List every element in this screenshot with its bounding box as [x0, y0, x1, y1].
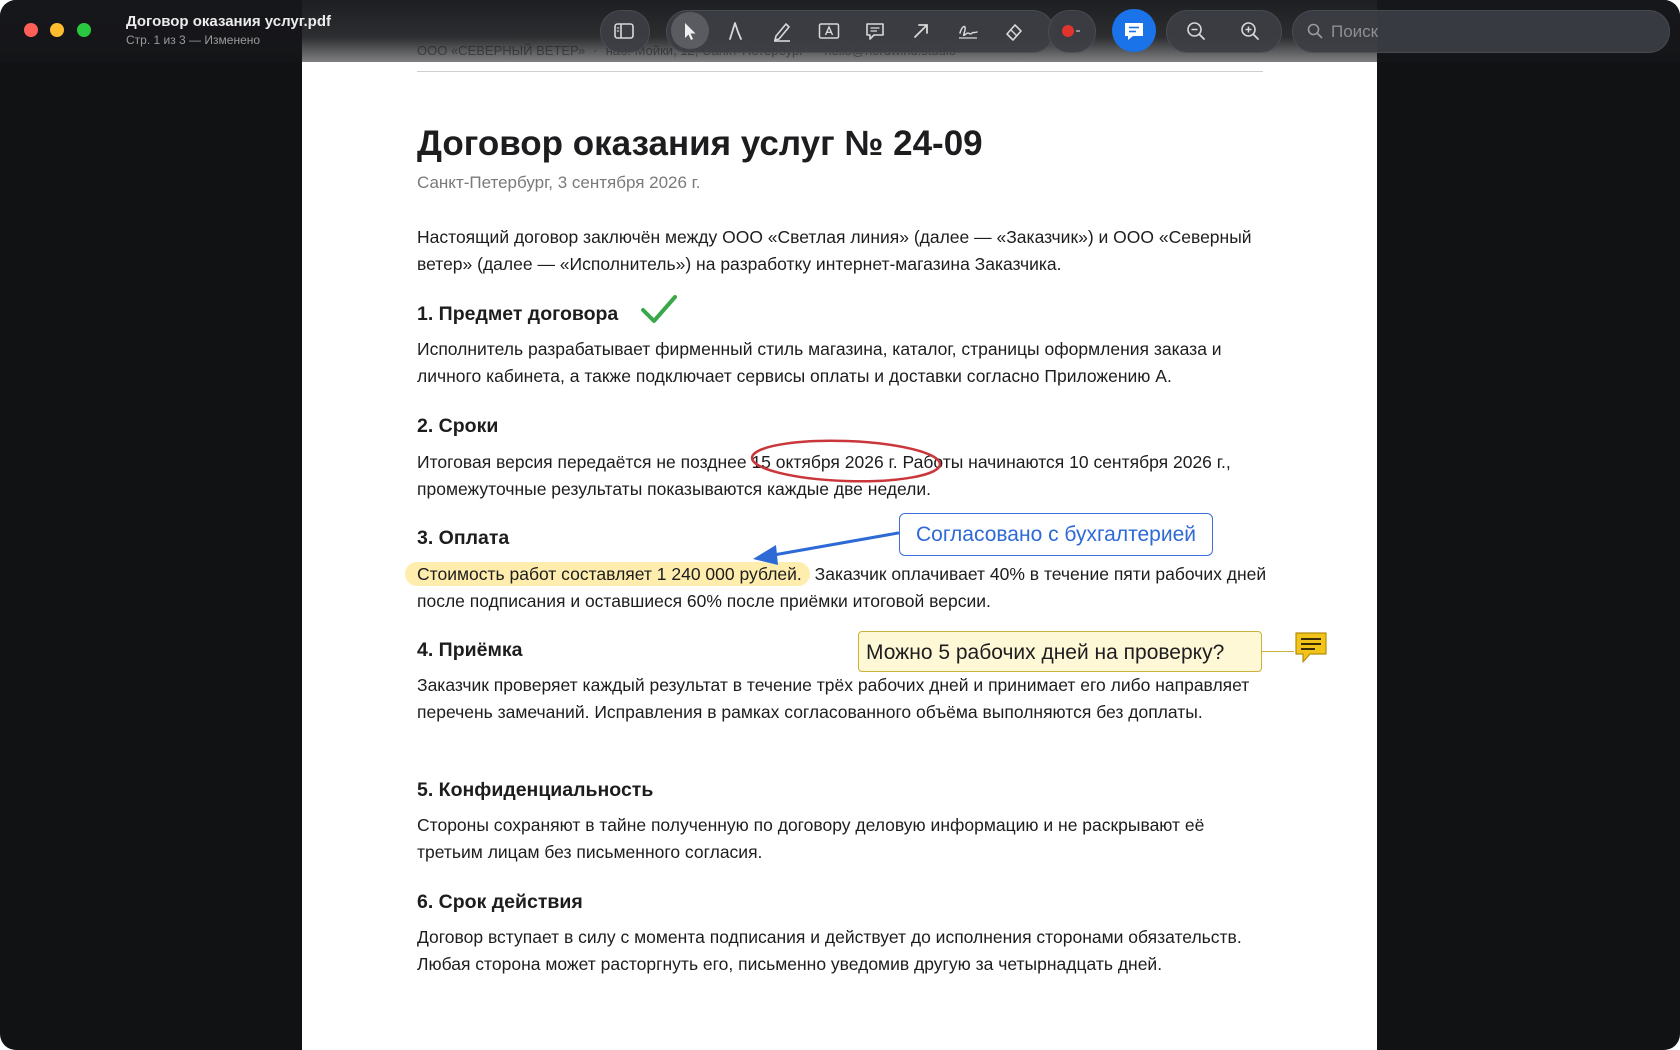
comments-icon [1122, 19, 1146, 43]
search-icon [1307, 23, 1323, 39]
section-body-5: Стороны сохраняют в тайне полученную по договору деловую информацию и не раскрывают её третьим лицам без письменного согласия. [417, 815, 1205, 862]
arrow-annotation[interactable] [750, 530, 902, 570]
circle-annotation[interactable] [748, 437, 948, 487]
eraser-icon[interactable] [995, 10, 1033, 51]
zoom-button[interactable] [77, 23, 91, 37]
section-body-4: Заказчик проверяет каждый результат в течение трёх рабочих дней и принимает его либо направляет перечень замечаний. Исправления в рамках согласованного объёма выполняются без доплаты. [417, 675, 1250, 722]
intro-paragraph: Настоящий договор заключён между ООО «Светлая линия» (далее — «Заказчик») и ООО «Северный ветер» (далее — «Исполнитель») на разработку интернет-магазина Заказчика. [417, 227, 1252, 274]
document-title: Договор оказания услуг № 24-09 [417, 124, 983, 163]
section-body-2: Итоговая версия передаётся не позднее 15 октября 2026 г. Работы начинаются 10 сентября 2026 г., промежуточные результаты показываются каждые две недели. [417, 452, 1231, 499]
section-heading-1: 1. Предмет договора [417, 303, 619, 325]
document-place-date: Санкт-Петербург, 3 сентября 2026 г. [417, 173, 701, 192]
section-heading-5: 5. Конфиденциальность [417, 779, 654, 801]
arrow-shape-icon[interactable] [902, 10, 940, 51]
close-button[interactable] [24, 23, 38, 37]
color-picker-icon[interactable] [1052, 10, 1090, 51]
section-heading-6: 6. Срок действия [417, 891, 583, 913]
comments-button[interactable] [1112, 9, 1156, 52]
zoom-out-icon[interactable] [1177, 10, 1215, 51]
zoom-in-icon[interactable] [1231, 10, 1269, 51]
window-title: Договор оказания услуг.pdf [126, 13, 331, 30]
select-arrow-icon[interactable] [671, 10, 709, 51]
search-field[interactable] [1292, 10, 1670, 53]
highlight-pen-icon[interactable] [763, 10, 801, 51]
section-body-1: Исполнитель разрабатывает фирменный стиль магазина, каталог, страницы оформления заказа и личного кабинета, а также подключает сервисы оплаты и доставки согласно Приложению А. [417, 339, 1222, 386]
section-body-3-rest: Заказчик оплачивает 40% в течение пяти рабочих дней после подписания и оставшиеся 60% после приёмки итоговой версии. [417, 564, 1267, 611]
search-input[interactable] [1329, 19, 1653, 45]
text-box-icon[interactable] [810, 10, 848, 51]
note-popup[interactable]: Можно 5 рабочих дней на проверку? [858, 631, 1262, 672]
checkmark-annotation[interactable] [640, 294, 678, 326]
section-heading-3: 3. Оплата [417, 527, 510, 549]
section-heading-2: 2. Сроки [417, 415, 499, 437]
sketch-icon[interactable] [717, 10, 755, 51]
signature-icon[interactable] [949, 10, 987, 51]
callout-annotation[interactable]: Согласовано с бухгалтерией [899, 513, 1213, 556]
note-connector [1262, 651, 1294, 652]
window-subtitle: Стр. 1 из 3 — Изменено [126, 33, 261, 47]
note-icon[interactable] [1293, 630, 1329, 666]
letterhead-divider [417, 71, 1263, 72]
note-icon[interactable] [856, 10, 894, 51]
section-heading-4: 4. Приёмка [417, 639, 523, 661]
titlebar [0, 0, 1680, 62]
section-body-6: Договор вступает в силу с момента подписания и действует до исполнения сторонами обязательств. Любая сторона может расторгнуть его, письменно уведомив другую за четырнадцать дней. [417, 927, 1242, 974]
highlighted-text[interactable]: Стоимость работ составляет 1 240 000 рублей. [405, 562, 810, 586]
minimize-button[interactable] [50, 23, 64, 37]
sidebar-icon[interactable] [605, 10, 643, 51]
